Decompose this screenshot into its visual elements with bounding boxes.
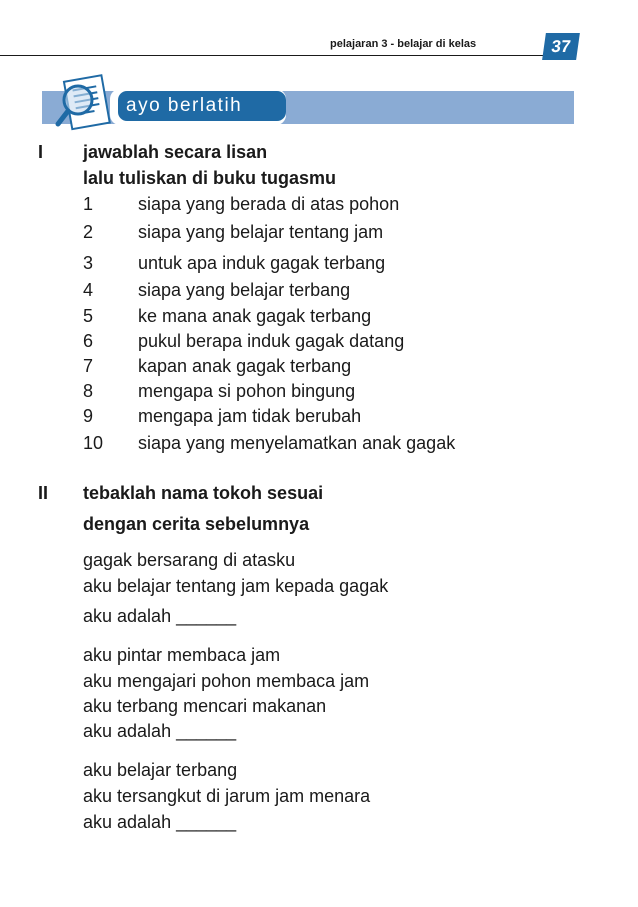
section-1-title: jawablah secara lisan [83, 142, 268, 162]
section-2-numeral: II [38, 483, 49, 503]
question-text: mengapa jam tidak berubah [138, 406, 362, 426]
riddle-line: aku belajar terbang [83, 760, 238, 780]
riddle-line: aku pintar membaca jam [83, 645, 281, 665]
riddle-line: aku belajar tentang jam kepada gagak [83, 576, 389, 596]
riddle-answer-blank: aku adalah ______ [83, 812, 237, 832]
riddle-line: aku tersangkut di jarum jam menara [83, 786, 371, 806]
section-1-numeral: I [38, 142, 44, 162]
riddle-answer-blank: aku adalah ______ [83, 606, 237, 626]
question-text: siapa yang belajar terbang [138, 280, 351, 300]
question-number: 2 [83, 222, 94, 242]
document-magnifier-icon [48, 72, 128, 134]
banner-title: ayo berlatih [118, 91, 286, 121]
question-text: siapa yang belajar tentang jam [138, 222, 384, 242]
riddle-line: aku mengajari pohon membaca jam [83, 671, 370, 691]
question-number: 1 [83, 194, 94, 214]
riddle-answer-blank: aku adalah ______ [83, 721, 237, 741]
question-text: untuk apa induk gagak terbang [138, 253, 386, 273]
riddle-line: aku terbang mencari makanan [83, 696, 327, 716]
question-text: siapa yang menyelamatkan anak gagak [138, 433, 456, 453]
question-text: siapa yang berada di atas pohon [138, 194, 400, 214]
riddle-line: gagak bersarang di atasku [83, 550, 296, 570]
question-number: 7 [83, 356, 94, 376]
question-number: 3 [83, 253, 94, 273]
header-divider [0, 55, 548, 56]
question-text: mengapa si pohon bingung [138, 381, 356, 401]
section-2-title: tebaklah nama tokoh sesuai [83, 483, 324, 503]
lesson-header: pelajaran 3 - belajar di kelas [330, 38, 477, 50]
question-number: 9 [83, 406, 94, 426]
question-text: kapan anak gagak terbang [138, 356, 352, 376]
page-number: 37 [542, 33, 580, 60]
section-2-subtitle: dengan cerita sebelumnya [83, 514, 310, 534]
question-number: 8 [83, 381, 94, 401]
question-number: 10 [83, 433, 104, 453]
question-text: ke mana anak gagak terbang [138, 306, 372, 326]
section-1-subtitle: lalu tuliskan di buku tugasmu [83, 168, 337, 188]
question-text: pukul berapa induk gagak datang [138, 331, 405, 351]
question-number: 4 [83, 280, 94, 300]
question-number: 6 [83, 331, 94, 351]
question-number: 5 [83, 306, 94, 326]
